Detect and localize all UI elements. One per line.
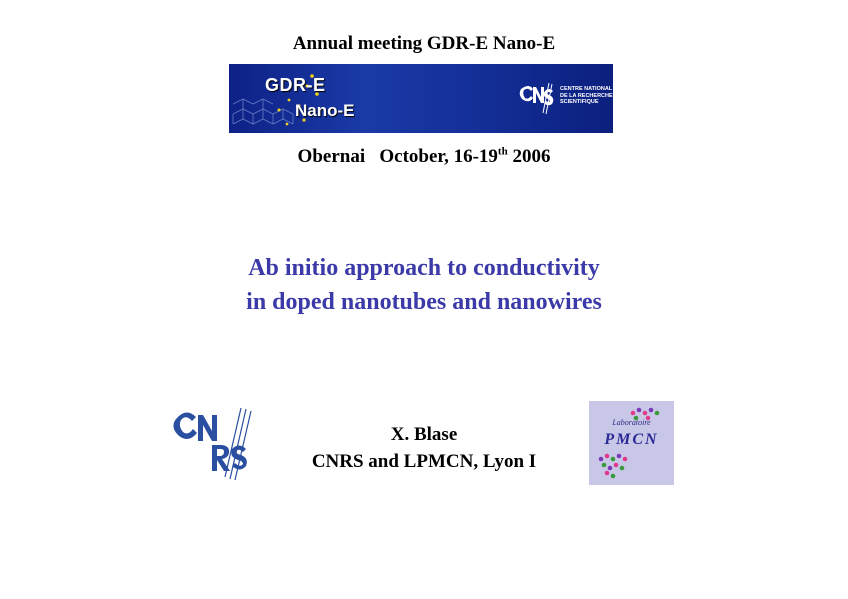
meeting-year: 2006 bbox=[507, 146, 551, 167]
pmcn-laboratoire-label: Laboratoire bbox=[612, 418, 651, 427]
date-superscript: th bbox=[497, 145, 508, 158]
talk-title-line-2: in doped nanotubes and nanowires bbox=[246, 289, 602, 315]
meeting-location: Obernai bbox=[297, 146, 366, 167]
nano-e-logo-text: Nano-E bbox=[295, 101, 355, 120]
author-affiliation: CNRS and LPMCN, Lyon I bbox=[311, 451, 537, 472]
author-name: X. Blase bbox=[390, 424, 458, 445]
gdr-e-logo-text: GDR-E bbox=[265, 75, 326, 95]
pmcn-name: PMCN bbox=[604, 431, 659, 448]
cnrs-banner-caption: CENTRE NATIONAL DE LA RECHERCHE SCIENTIFIQUE bbox=[560, 86, 613, 105]
meeting-title: Annual meeting GDR-E Nano-E bbox=[292, 33, 556, 54]
pmcn-logo bbox=[589, 401, 674, 485]
talk-title-line-1: Ab initio approach to conductivity bbox=[248, 255, 600, 281]
meeting-date: October, 16-19 bbox=[379, 146, 498, 167]
gdr-nano-e-banner bbox=[229, 64, 613, 133]
meeting-place-date bbox=[0, 146, 848, 168]
cnrs-banner-logo-icon bbox=[519, 81, 557, 115]
